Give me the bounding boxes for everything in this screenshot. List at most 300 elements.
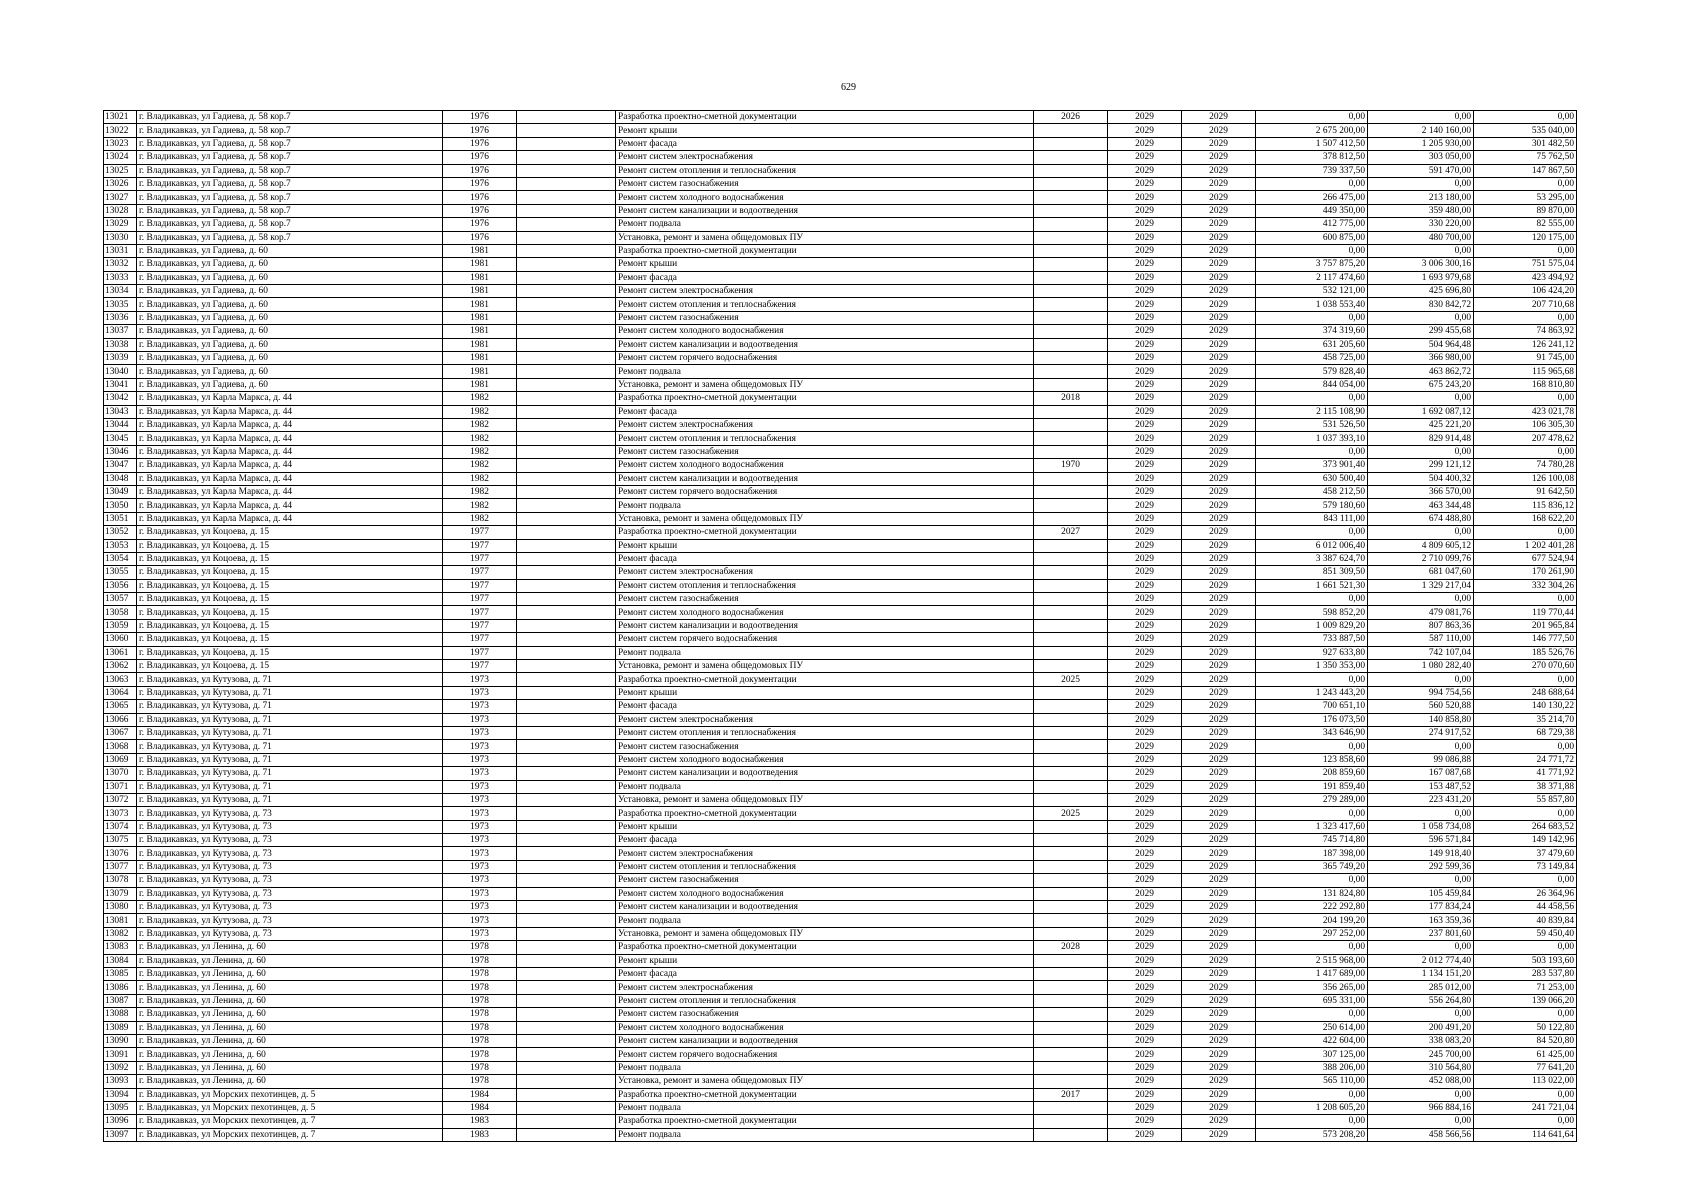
cell-last-done: [1034, 352, 1108, 365]
cell-plan-start: 2029: [1108, 807, 1182, 820]
cell-no: 13021: [104, 111, 137, 124]
cell-owner-cost: 0,00: [1474, 111, 1577, 124]
cell-owner-cost: 201 965,84: [1474, 619, 1577, 632]
cell-owner-cost: 120 175,00: [1474, 231, 1577, 244]
cell-owner-cost: 113 022,00: [1474, 1075, 1577, 1088]
cell-year-built: 1978: [443, 981, 517, 994]
cell-fund-cost: 200 491,20: [1368, 1021, 1474, 1034]
cell-plan-end: 2029: [1182, 1061, 1256, 1074]
cell-fund-cost: 0,00: [1368, 311, 1474, 324]
cell-last-done: [1034, 285, 1108, 298]
cell-work-type: Ремонт систем холодного водоснабжения: [616, 606, 1034, 619]
cell-year-built: 1973: [443, 820, 517, 833]
cell-no: 13035: [104, 298, 137, 311]
cell-last-done: [1034, 137, 1108, 150]
cell-fund-cost: 338 083,20: [1368, 1034, 1474, 1047]
cell-year-built: 1982: [443, 405, 517, 418]
cell-work-type: Ремонт систем холодного водоснабжения: [616, 887, 1034, 900]
cell-no: 13046: [104, 445, 137, 458]
cell-last-done: [1034, 740, 1108, 753]
cell-plan-start: 2029: [1108, 1048, 1182, 1061]
cell-total-cost: 631 205,60: [1256, 338, 1368, 351]
cell-year-built: 1977: [443, 633, 517, 646]
table-row: [104, 767, 1577, 780]
cell-no: 13042: [104, 392, 137, 405]
cell-plan-end: 2029: [1182, 941, 1256, 954]
cell-work-type: Ремонт систем электроснабжения: [616, 847, 1034, 860]
cell-address: г. Владикавказ, ул Кутузова, д. 71: [137, 793, 443, 806]
cell-last-done: [1034, 298, 1108, 311]
table-row: [104, 1021, 1577, 1034]
cell-fund-cost: 425 696,80: [1368, 285, 1474, 298]
cell-plan-start: 2029: [1108, 445, 1182, 458]
cell-year-built: 1973: [443, 914, 517, 927]
cell-owner-cost: 115 836,12: [1474, 499, 1577, 512]
cell-address: г. Владикавказ, ул Кутузова, д. 71: [137, 686, 443, 699]
cell-plan-end: 2029: [1182, 807, 1256, 820]
cell-total-cost: 343 646,90: [1256, 726, 1368, 739]
cell-total-cost: 0,00: [1256, 874, 1368, 887]
cell-owner-cost: 53 295,00: [1474, 191, 1577, 204]
cell-year-built: 1977: [443, 606, 517, 619]
cell-year-built: 1976: [443, 177, 517, 190]
cell-no: 13043: [104, 405, 137, 418]
cell-owner-cost: 77 641,20: [1474, 1061, 1577, 1074]
capital-repair-register-table: [103, 110, 1577, 1142]
cell-fund-cost: 0,00: [1368, 177, 1474, 190]
cell-year-built: 1982: [443, 512, 517, 525]
cell-owner-cost: 0,00: [1474, 1088, 1577, 1101]
cell-owner-cost: 0,00: [1474, 593, 1577, 606]
cell-no: 13074: [104, 820, 137, 833]
cell-work-type: Ремонт систем канализации и водоотведения: [616, 338, 1034, 351]
cell-work-type: Ремонт систем газоснабжения: [616, 177, 1034, 190]
cell-total-cost: 0,00: [1256, 1115, 1368, 1128]
cell-last-done: 1970: [1034, 459, 1108, 472]
cell-owner-cost: 126 241,12: [1474, 338, 1577, 351]
cell-total-cost: 0,00: [1256, 593, 1368, 606]
cell-total-cost: 579 180,60: [1256, 499, 1368, 512]
cell-plan-end: 2029: [1182, 847, 1256, 860]
cell-last-done: 2025: [1034, 673, 1108, 686]
cell-no: 13045: [104, 432, 137, 445]
cell-year-built: 1973: [443, 874, 517, 887]
cell-total-cost: 222 292,80: [1256, 901, 1368, 914]
cell-year-overhaul: [517, 231, 616, 244]
cell-work-type: Ремонт систем газоснабжения: [616, 740, 1034, 753]
cell-fund-cost: 504 400,32: [1368, 472, 1474, 485]
cell-last-done: [1034, 445, 1108, 458]
cell-year-built: 1978: [443, 954, 517, 967]
cell-plan-end: 2029: [1182, 365, 1256, 378]
cell-owner-cost: 423 494,92: [1474, 271, 1577, 284]
cell-owner-cost: 0,00: [1474, 1008, 1577, 1021]
cell-plan-start: 2029: [1108, 954, 1182, 967]
table-row: [104, 834, 1577, 847]
cell-plan-end: 2029: [1182, 740, 1256, 753]
cell-plan-end: 2029: [1182, 539, 1256, 552]
cell-no: 13047: [104, 459, 137, 472]
cell-work-type: Ремонт систем электроснабжения: [616, 566, 1034, 579]
cell-last-done: [1034, 365, 1108, 378]
cell-year-built: 1973: [443, 673, 517, 686]
table-row: [104, 619, 1577, 632]
cell-year-built: 1977: [443, 646, 517, 659]
cell-no: 13056: [104, 579, 137, 592]
cell-total-cost: 1 243 443,20: [1256, 686, 1368, 699]
cell-work-type: Разработка проектно-сметной документации: [616, 392, 1034, 405]
cell-no: 13072: [104, 793, 137, 806]
table-row: [104, 298, 1577, 311]
cell-plan-end: 2029: [1182, 981, 1256, 994]
cell-year-overhaul: [517, 164, 616, 177]
cell-owner-cost: 68 729,38: [1474, 726, 1577, 739]
cell-year-overhaul: [517, 1115, 616, 1128]
cell-year-overhaul: [517, 1061, 616, 1074]
cell-address: г. Владикавказ, ул Кутузова, д. 71: [137, 740, 443, 753]
cell-plan-start: 2029: [1108, 298, 1182, 311]
cell-fund-cost: 2 140 160,00: [1368, 124, 1474, 137]
cell-address: г. Владикавказ, ул Гадиева, д. 60: [137, 311, 443, 324]
cell-year-built: 1981: [443, 378, 517, 391]
cell-year-built: 1978: [443, 1008, 517, 1021]
cell-address: г. Владикавказ, ул Кутузова, д. 71: [137, 726, 443, 739]
cell-owner-cost: 0,00: [1474, 874, 1577, 887]
cell-last-done: [1034, 753, 1108, 766]
cell-total-cost: 204 199,20: [1256, 914, 1368, 927]
cell-fund-cost: 1 134 151,20: [1368, 968, 1474, 981]
cell-plan-start: 2029: [1108, 566, 1182, 579]
cell-no: 13088: [104, 1008, 137, 1021]
cell-last-done: [1034, 499, 1108, 512]
cell-total-cost: 422 604,00: [1256, 1034, 1368, 1047]
cell-year-overhaul: [517, 820, 616, 833]
cell-year-built: 1973: [443, 726, 517, 739]
cell-address: г. Владикавказ, ул Карла Маркса, д. 44: [137, 418, 443, 431]
cell-no: 13095: [104, 1101, 137, 1114]
cell-year-overhaul: [517, 726, 616, 739]
cell-year-overhaul: [517, 1008, 616, 1021]
cell-plan-start: 2029: [1108, 472, 1182, 485]
cell-address: г. Владикавказ, ул Ленина, д. 60: [137, 1061, 443, 1074]
cell-plan-start: 2029: [1108, 124, 1182, 137]
cell-address: г. Владикавказ, ул Кутузова, д. 71: [137, 780, 443, 793]
cell-year-overhaul: [517, 244, 616, 257]
cell-plan-end: 2029: [1182, 593, 1256, 606]
cell-no: 13029: [104, 218, 137, 231]
cell-year-built: 1973: [443, 793, 517, 806]
cell-total-cost: 0,00: [1256, 392, 1368, 405]
cell-owner-cost: 74 863,92: [1474, 325, 1577, 338]
cell-address: г. Владикавказ, ул Гадиева, д. 60: [137, 338, 443, 351]
cell-total-cost: 297 252,00: [1256, 927, 1368, 940]
table-row: [104, 740, 1577, 753]
cell-total-cost: 191 859,40: [1256, 780, 1368, 793]
cell-work-type: Ремонт фасада: [616, 834, 1034, 847]
cell-work-type: Установка, ремонт и замена общедомовых ПУ: [616, 378, 1034, 391]
cell-plan-end: 2029: [1182, 660, 1256, 673]
cell-year-overhaul: [517, 566, 616, 579]
cell-plan-start: 2029: [1108, 1061, 1182, 1074]
cell-last-done: [1034, 593, 1108, 606]
cell-year-built: 1977: [443, 593, 517, 606]
cell-plan-start: 2029: [1108, 646, 1182, 659]
cell-last-done: [1034, 539, 1108, 552]
cell-no: 13089: [104, 1021, 137, 1034]
cell-fund-cost: 167 087,68: [1368, 767, 1474, 780]
cell-owner-cost: 73 149,84: [1474, 860, 1577, 873]
cell-owner-cost: 55 857,80: [1474, 793, 1577, 806]
cell-work-type: Ремонт подвала: [616, 365, 1034, 378]
cell-year-built: 1981: [443, 271, 517, 284]
cell-year-built: 1973: [443, 847, 517, 860]
cell-no: 13059: [104, 619, 137, 632]
table-row: [104, 258, 1577, 271]
cell-plan-start: 2029: [1108, 619, 1182, 632]
cell-owner-cost: 61 425,00: [1474, 1048, 1577, 1061]
cell-year-built: 1976: [443, 164, 517, 177]
cell-last-done: [1034, 485, 1108, 498]
cell-address: г. Владикавказ, ул Гадиева, д. 58 кор.7: [137, 231, 443, 244]
cell-year-overhaul: [517, 927, 616, 940]
cell-total-cost: 176 073,50: [1256, 713, 1368, 726]
cell-work-type: Ремонт фасада: [616, 137, 1034, 150]
cell-year-overhaul: [517, 901, 616, 914]
cell-owner-cost: 207 478,62: [1474, 432, 1577, 445]
cell-owner-cost: 0,00: [1474, 673, 1577, 686]
cell-plan-start: 2029: [1108, 526, 1182, 539]
cell-no: 13061: [104, 646, 137, 659]
cell-plan-start: 2029: [1108, 151, 1182, 164]
cell-year-overhaul: [517, 1128, 616, 1141]
cell-address: г. Владикавказ, ул Коцоева, д. 15: [137, 579, 443, 592]
cell-work-type: Разработка проектно-сметной документации: [616, 807, 1034, 820]
cell-owner-cost: 0,00: [1474, 311, 1577, 324]
cell-plan-start: 2029: [1108, 834, 1182, 847]
cell-plan-start: 2029: [1108, 392, 1182, 405]
table-row: [104, 365, 1577, 378]
cell-plan-start: 2029: [1108, 820, 1182, 833]
cell-total-cost: 3 757 875,20: [1256, 258, 1368, 271]
cell-year-built: 1973: [443, 700, 517, 713]
cell-year-overhaul: [517, 365, 616, 378]
cell-total-cost: 851 309,50: [1256, 566, 1368, 579]
cell-fund-cost: 0,00: [1368, 740, 1474, 753]
cell-no: 13041: [104, 378, 137, 391]
cell-year-overhaul: [517, 686, 616, 699]
cell-year-built: 1973: [443, 887, 517, 900]
cell-total-cost: 187 398,00: [1256, 847, 1368, 860]
cell-work-type: Ремонт систем отопления и теплоснабжения: [616, 164, 1034, 177]
cell-last-done: [1034, 1128, 1108, 1141]
cell-year-overhaul: [517, 311, 616, 324]
cell-work-type: Ремонт систем газоснабжения: [616, 311, 1034, 324]
cell-owner-cost: 503 193,60: [1474, 954, 1577, 967]
cell-fund-cost: 0,00: [1368, 807, 1474, 820]
cell-address: г. Владикавказ, ул Карла Маркса, д. 44: [137, 445, 443, 458]
cell-address: г. Владикавказ, ул Ленина, д. 60: [137, 941, 443, 954]
cell-year-overhaul: [517, 285, 616, 298]
cell-no: 13091: [104, 1048, 137, 1061]
cell-year-built: 1978: [443, 1048, 517, 1061]
cell-year-built: 1978: [443, 941, 517, 954]
cell-last-done: [1034, 325, 1108, 338]
cell-year-overhaul: [517, 1075, 616, 1088]
cell-plan-end: 2029: [1182, 820, 1256, 833]
cell-year-built: 1977: [443, 539, 517, 552]
cell-year-overhaul: [517, 137, 616, 150]
cell-address: г. Владикавказ, ул Морских пехотинцев, д. 7: [137, 1115, 443, 1128]
cell-fund-cost: 140 858,80: [1368, 713, 1474, 726]
cell-no: 13063: [104, 673, 137, 686]
cell-plan-end: 2029: [1182, 606, 1256, 619]
cell-last-done: [1034, 258, 1108, 271]
cell-last-done: 2027: [1034, 526, 1108, 539]
cell-address: г. Владикавказ, ул Коцоева, д. 15: [137, 539, 443, 552]
table-row: [104, 418, 1577, 431]
cell-year-built: 1973: [443, 927, 517, 940]
cell-last-done: [1034, 1048, 1108, 1061]
cell-year-built: 1973: [443, 686, 517, 699]
cell-plan-start: 2029: [1108, 539, 1182, 552]
cell-fund-cost: 587 110,00: [1368, 633, 1474, 646]
cell-work-type: Установка, ремонт и замена общедомовых ПУ: [616, 1075, 1034, 1088]
cell-last-done: [1034, 1008, 1108, 1021]
cell-year-overhaul: [517, 499, 616, 512]
cell-address: г. Владикавказ, ул Карла Маркса, д. 44: [137, 472, 443, 485]
cell-no: 13033: [104, 271, 137, 284]
cell-plan-end: 2029: [1182, 325, 1256, 338]
table-row: [104, 539, 1577, 552]
cell-fund-cost: 556 264,80: [1368, 994, 1474, 1007]
cell-plan-start: 2029: [1108, 1008, 1182, 1021]
table-row: [104, 860, 1577, 873]
cell-plan-end: 2029: [1182, 686, 1256, 699]
cell-total-cost: 0,00: [1256, 177, 1368, 190]
cell-owner-cost: 59 450,40: [1474, 927, 1577, 940]
cell-work-type: Ремонт подвала: [616, 1101, 1034, 1114]
table-row: [104, 485, 1577, 498]
cell-fund-cost: 4 809 605,12: [1368, 539, 1474, 552]
table-row: [104, 1115, 1577, 1128]
cell-no: 13090: [104, 1034, 137, 1047]
cell-last-done: [1034, 646, 1108, 659]
cell-total-cost: 131 824,80: [1256, 887, 1368, 900]
cell-total-cost: 1 507 412,50: [1256, 137, 1368, 150]
cell-address: г. Владикавказ, ул Ленина, д. 60: [137, 994, 443, 1007]
cell-fund-cost: 596 571,84: [1368, 834, 1474, 847]
cell-year-built: 1982: [443, 499, 517, 512]
cell-work-type: Ремонт крыши: [616, 539, 1034, 552]
cell-no: 13051: [104, 512, 137, 525]
cell-year-overhaul: [517, 660, 616, 673]
cell-work-type: Ремонт систем электроснабжения: [616, 151, 1034, 164]
cell-year-overhaul: [517, 552, 616, 565]
table-row: [104, 1061, 1577, 1074]
cell-year-built: 1981: [443, 311, 517, 324]
cell-address: г. Владикавказ, ул Гадиева, д. 58 кор.7: [137, 124, 443, 137]
cell-total-cost: 378 812,50: [1256, 151, 1368, 164]
cell-plan-end: 2029: [1182, 258, 1256, 271]
cell-plan-end: 2029: [1182, 954, 1256, 967]
cell-address: г. Владикавказ, ул Карла Маркса, д. 44: [137, 485, 443, 498]
cell-plan-end: 2029: [1182, 191, 1256, 204]
cell-total-cost: 123 858,60: [1256, 753, 1368, 766]
cell-owner-cost: 170 261,90: [1474, 566, 1577, 579]
cell-owner-cost: 0,00: [1474, 941, 1577, 954]
cell-plan-end: 2029: [1182, 887, 1256, 900]
cell-total-cost: 208 859,60: [1256, 767, 1368, 780]
cell-fund-cost: 1 692 087,12: [1368, 405, 1474, 418]
cell-work-type: Разработка проектно-сметной документации: [616, 526, 1034, 539]
cell-year-built: 1978: [443, 1061, 517, 1074]
cell-total-cost: 745 714,80: [1256, 834, 1368, 847]
table-row: [104, 593, 1577, 606]
cell-year-built: 1976: [443, 111, 517, 124]
cell-plan-end: 2029: [1182, 927, 1256, 940]
cell-plan-end: 2029: [1182, 619, 1256, 632]
cell-work-type: Ремонт систем электроснабжения: [616, 418, 1034, 431]
cell-plan-start: 2029: [1108, 941, 1182, 954]
cell-address: г. Владикавказ, ул Кутузова, д. 73: [137, 860, 443, 873]
cell-work-type: Ремонт систем канализации и водоотведения: [616, 1034, 1034, 1047]
cell-address: г. Владикавказ, ул Морских пехотинцев, д. 5: [137, 1101, 443, 1114]
cell-address: г. Владикавказ, ул Карла Маркса, д. 44: [137, 392, 443, 405]
cell-year-overhaul: [517, 271, 616, 284]
cell-last-done: [1034, 820, 1108, 833]
cell-owner-cost: 283 537,80: [1474, 968, 1577, 981]
table-row: [104, 164, 1577, 177]
table-row: [104, 981, 1577, 994]
cell-work-type: Ремонт систем канализации и водоотведения: [616, 901, 1034, 914]
cell-year-overhaul: [517, 914, 616, 927]
cell-no: 13083: [104, 941, 137, 954]
cell-owner-cost: 35 214,70: [1474, 713, 1577, 726]
cell-last-done: [1034, 793, 1108, 806]
cell-year-overhaul: [517, 767, 616, 780]
cell-fund-cost: 366 570,00: [1368, 485, 1474, 498]
cell-year-built: 1976: [443, 124, 517, 137]
cell-plan-start: 2029: [1108, 914, 1182, 927]
cell-address: г. Владикавказ, ул Кутузова, д. 71: [137, 767, 443, 780]
cell-last-done: [1034, 244, 1108, 257]
cell-plan-start: 2029: [1108, 177, 1182, 190]
cell-plan-end: 2029: [1182, 485, 1256, 498]
cell-year-built: 1978: [443, 994, 517, 1007]
cell-address: г. Владикавказ, ул Гадиева, д. 60: [137, 378, 443, 391]
cell-work-type: Ремонт систем отопления и теплоснабжения: [616, 298, 1034, 311]
cell-fund-cost: 1 329 217,04: [1368, 579, 1474, 592]
cell-year-built: 1973: [443, 767, 517, 780]
table-row: [104, 713, 1577, 726]
cell-no: 13067: [104, 726, 137, 739]
cell-fund-cost: 99 086,88: [1368, 753, 1474, 766]
cell-fund-cost: 675 243,20: [1368, 378, 1474, 391]
cell-last-done: 2018: [1034, 392, 1108, 405]
cell-last-done: [1034, 1115, 1108, 1128]
table-row: [104, 1101, 1577, 1114]
cell-last-done: [1034, 191, 1108, 204]
cell-fund-cost: 681 047,60: [1368, 566, 1474, 579]
cell-no: 13037: [104, 325, 137, 338]
cell-total-cost: 458 212,50: [1256, 485, 1368, 498]
cell-work-type: Ремонт крыши: [616, 124, 1034, 137]
cell-year-built: 1977: [443, 526, 517, 539]
cell-total-cost: 0,00: [1256, 526, 1368, 539]
cell-address: г. Владикавказ, ул Гадиева, д. 58 кор.7: [137, 177, 443, 190]
cell-fund-cost: 479 081,76: [1368, 606, 1474, 619]
cell-year-overhaul: [517, 539, 616, 552]
